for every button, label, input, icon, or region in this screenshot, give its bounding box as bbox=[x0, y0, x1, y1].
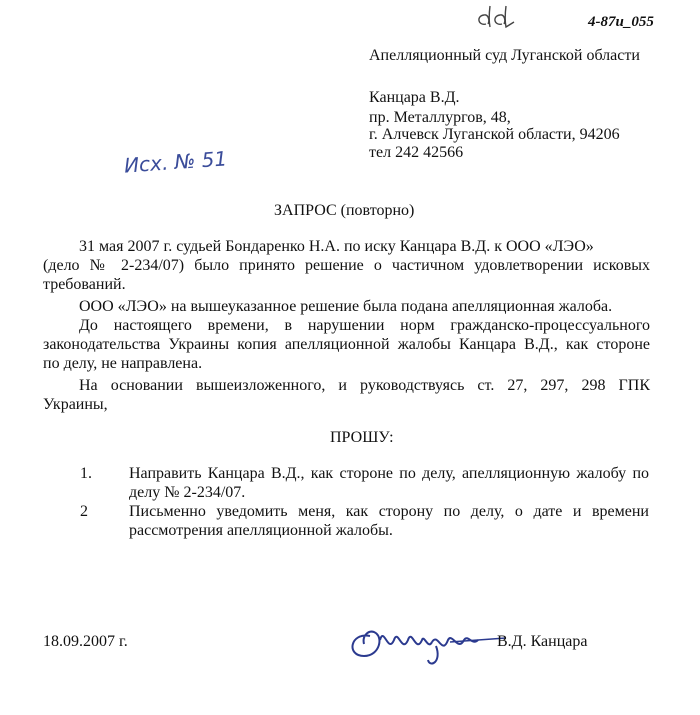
document-code: 4-87и_055 bbox=[588, 14, 654, 30]
body-text bbox=[43, 237, 650, 414]
p4-line2: Украины, bbox=[43, 396, 108, 413]
handwritten-mark bbox=[474, 2, 518, 32]
court-name: Апелляционный суд Луганской области bbox=[369, 47, 640, 64]
sender-phone: тел 242 42566 bbox=[369, 144, 464, 161]
p3-line1: До настоящего времени, в нарушении норм гражданско-процессуального bbox=[79, 317, 650, 334]
p1-line1: 31 мая 2007 г. судьей Бондаренко Н.А. по иску Канцара В.Д. к ООО «ЛЭО» bbox=[79, 238, 594, 255]
signature bbox=[340, 606, 508, 668]
p1-line3: требований. bbox=[43, 276, 126, 293]
document-date: 18.09.2007 г. bbox=[43, 633, 128, 650]
p3-line3: по делу, не направлена. bbox=[43, 355, 203, 372]
p3-line2: законодательства Украины копия апелляционной жалобы Канцара В.Д., как стороне bbox=[43, 336, 650, 353]
sender-street: пр. Металлургов, 48, bbox=[369, 109, 511, 126]
p4-line1: На основании вышеизложенного, и руководствуясь ст. 27, 297, 298 ГПК bbox=[79, 377, 650, 394]
request-number-1: 1. bbox=[80, 465, 92, 482]
document-title: ЗАПРОС (повторно) bbox=[274, 202, 415, 219]
request-1-line1: Направить Канцара В.Д., как стороне по делу, апелляционную жалобу по bbox=[129, 465, 649, 482]
request-item-1 bbox=[129, 464, 649, 502]
request-1-line2: делу № 2-234/07. bbox=[129, 484, 246, 501]
request-heading: ПРОШУ: bbox=[330, 429, 394, 446]
outgoing-number: Исх. № 51 bbox=[123, 146, 228, 178]
request-2-line1: Письменно уведомить меня, как сторону по делу, о дате и времени bbox=[129, 503, 649, 520]
p1-line2: (дело № 2-234/07) было принято решение о частичном удовлетворении исковых bbox=[43, 257, 650, 274]
sender-name: Канцара В.Д. bbox=[369, 89, 460, 106]
signer-name: В.Д. Канцара bbox=[497, 633, 588, 650]
request-item-2 bbox=[129, 502, 649, 540]
request-2-line2: рассмотрения апелляционной жалобы. bbox=[129, 522, 393, 539]
sender-city: г. Алчевск Луганской области, 94206 bbox=[369, 126, 620, 143]
request-number-2: 2 bbox=[80, 503, 88, 520]
p2: ООО «ЛЭО» на вышеуказанное решение была подана апелляционная жалоба. bbox=[79, 298, 613, 315]
